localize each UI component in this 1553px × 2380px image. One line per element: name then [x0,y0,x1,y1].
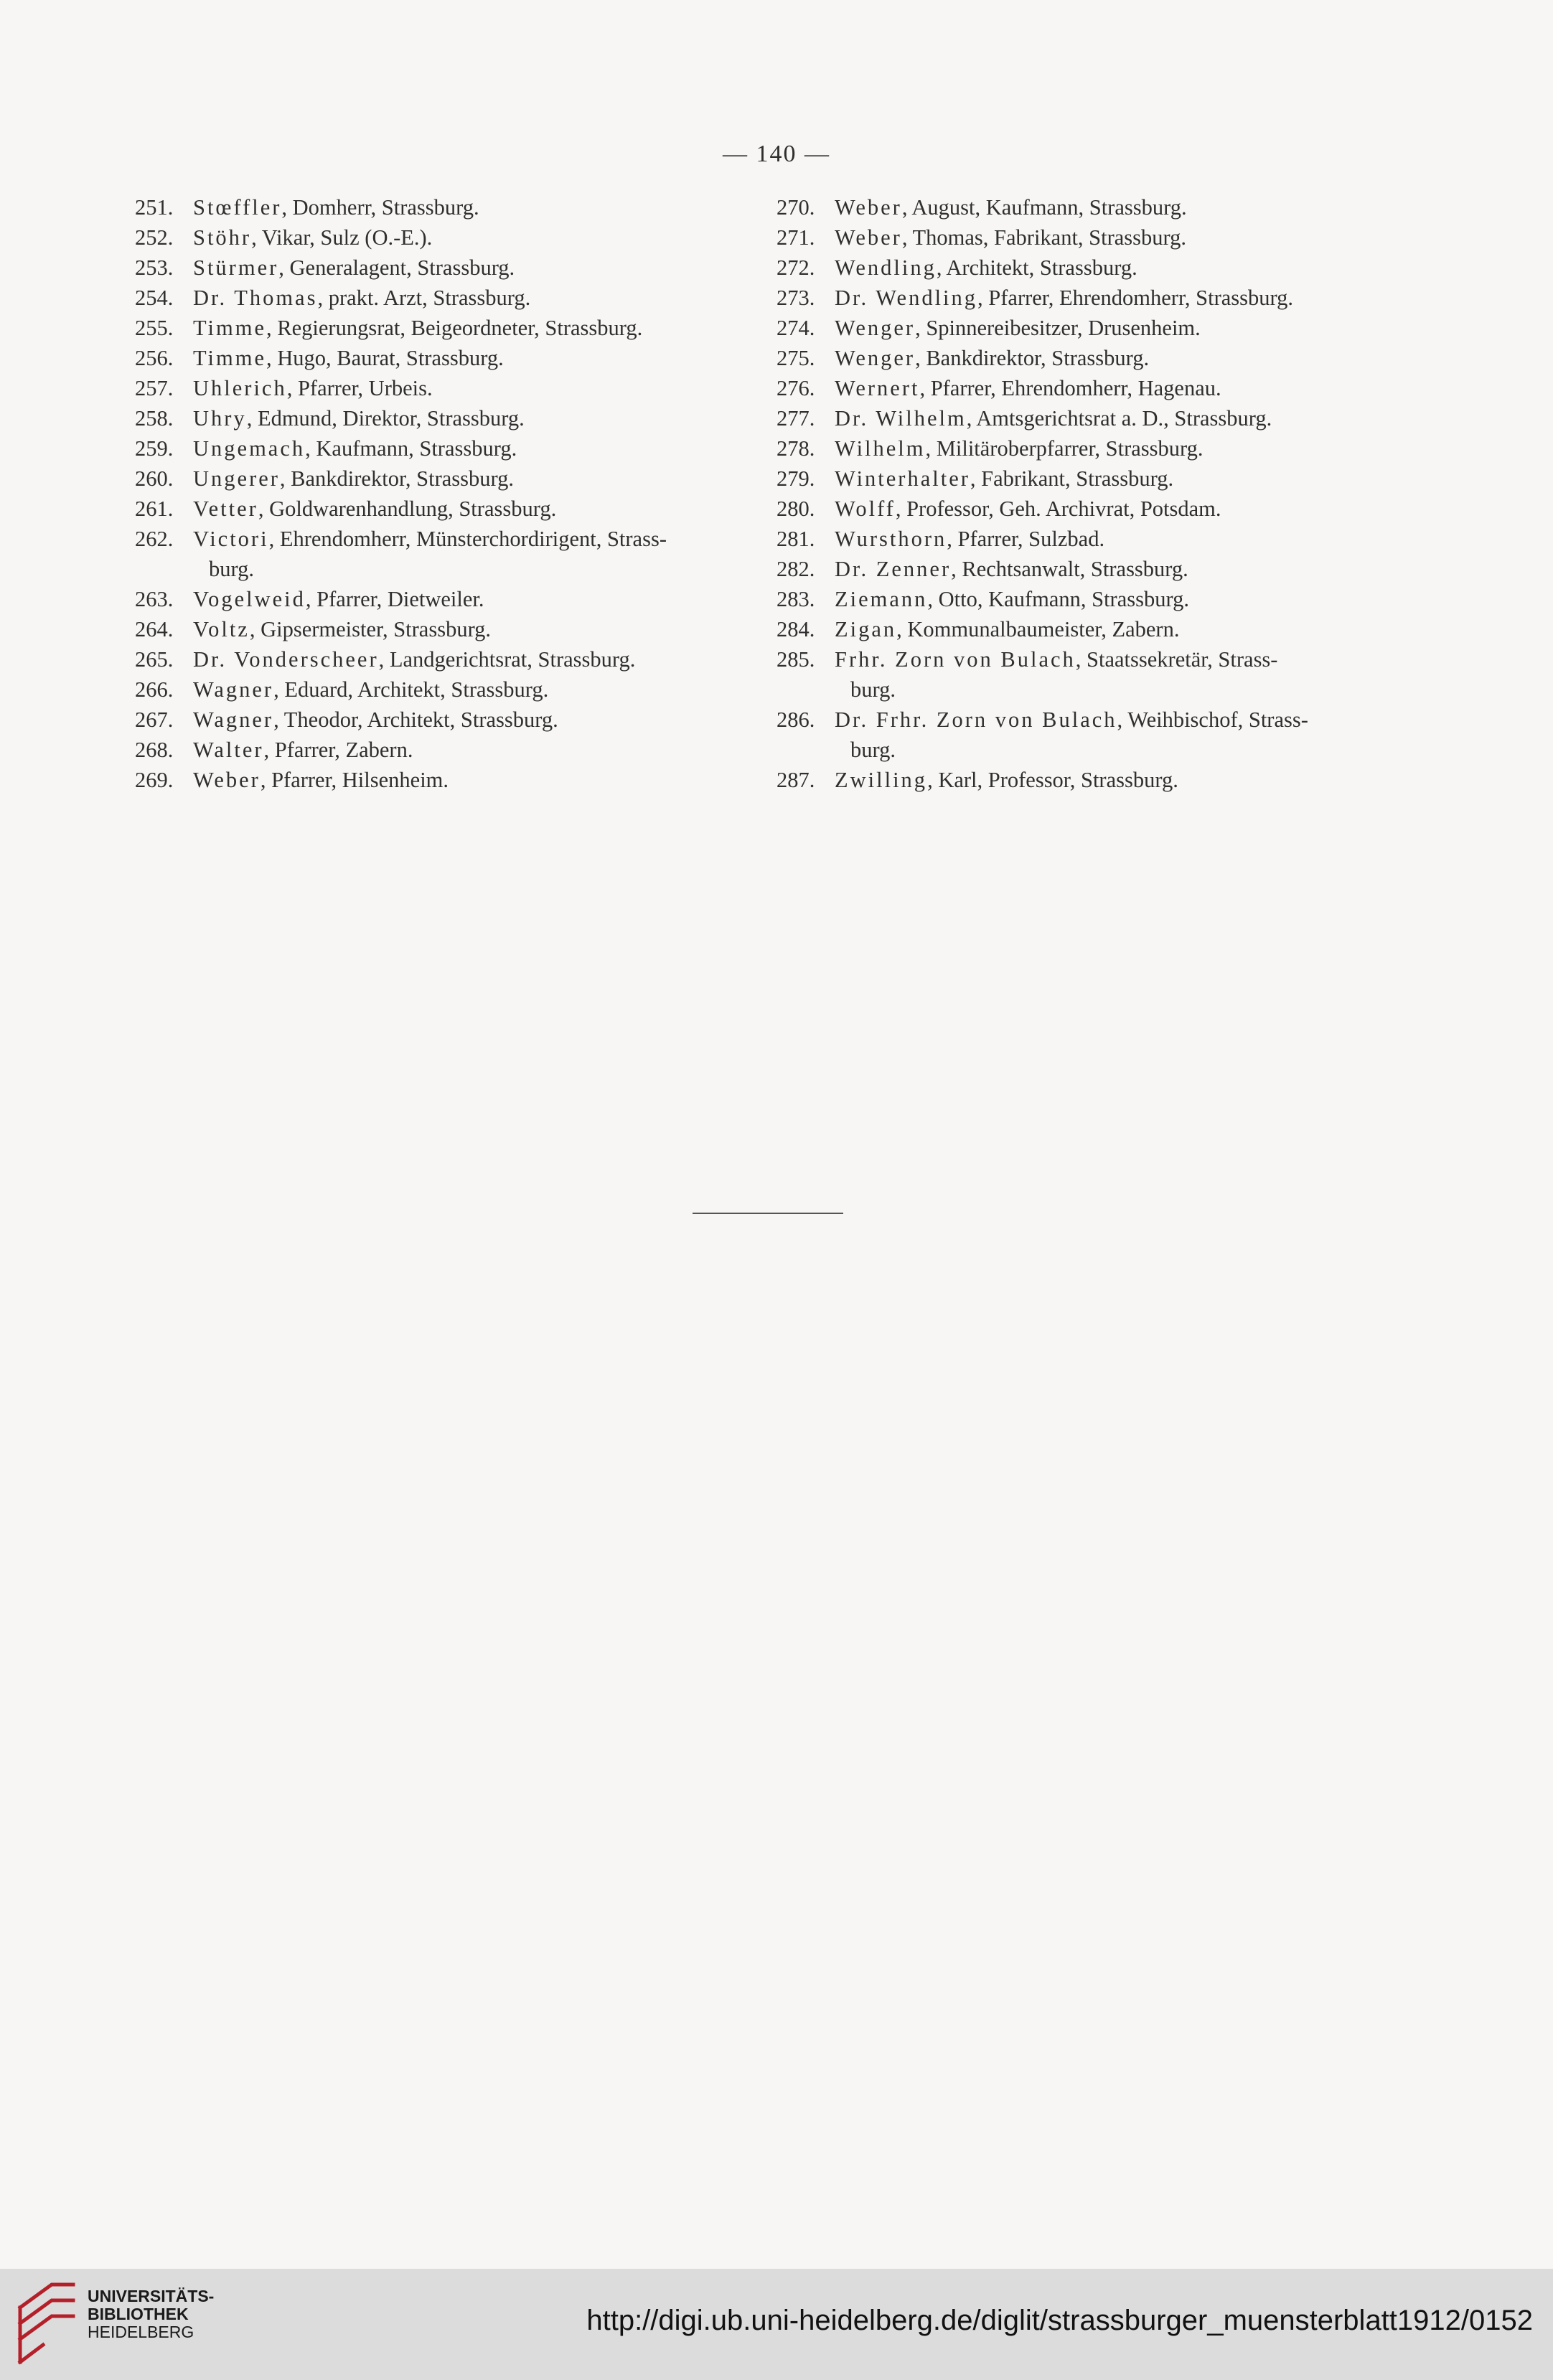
entry-number: 258. [135,406,174,431]
member-details-continued: burg. [850,738,896,762]
entry-number: 280. [776,497,815,521]
entry-text [835,705,1402,765]
member-details: , Pfarrer, Zabern. [263,738,413,762]
member-name: Winterhalter [835,466,970,491]
member-name: Ungemach [193,436,306,461]
entry-text [835,253,1402,283]
entry-number: 264. [135,617,174,641]
member-details: , Theodor, Architekt, Strassburg. [273,707,558,732]
member-details: , Gipsermeister, Strassburg. [249,617,492,641]
member-details: , Pfarrer, Hilsenheim. [260,768,449,792]
entry-number: 272. [776,255,815,280]
source-url-link[interactable]: http://digi.ub.uni-heidelberg.de/diglit/strassburger_muensterblatt1912/0152 [586,2305,1533,2336]
member-name: Timme [193,316,267,340]
member-entry [776,283,1402,313]
member-name: Victori [193,527,269,551]
library-name-line3: HEIDELBERG [88,2323,194,2341]
entry-text [193,283,759,313]
entry-number: 286. [776,707,815,732]
entry-text [193,313,759,343]
member-entry [776,464,1402,494]
member-entry [135,705,759,735]
page-number: — 140 — [723,141,830,167]
entry-text [835,343,1402,373]
member-name: Wernert [835,376,920,400]
entry-text [193,494,759,524]
entry-text [835,433,1402,464]
left-column-list [135,192,759,795]
member-details: , Domherr, Strassburg. [281,195,479,220]
end-divider [693,1213,843,1214]
entry-text [835,644,1402,705]
member-details: , Spinnereibesitzer, Drusenheim. [915,316,1201,340]
member-entry [776,343,1402,373]
entry-text [193,403,759,433]
entry-text [193,192,759,222]
entry-number: 274. [776,316,815,340]
member-details: , Pfarrer, Ehrendomherr, Strassburg. [977,286,1294,310]
member-entry [135,192,759,222]
member-entry [135,644,759,674]
member-name: Wolff [835,497,896,521]
member-name: Wagner [193,677,274,702]
member-entry [776,705,1402,765]
entry-number: 257. [135,376,174,400]
library-name-line2: BIBLIOTHEK [88,2305,189,2323]
member-name: Wenger [835,346,916,370]
entry-text [193,705,759,735]
entry-number: 268. [135,738,174,762]
member-details: , Kommunalbaumeister, Zabern. [896,617,1180,641]
member-details: , Landgerichtsrat, Strassburg. [378,647,636,672]
member-details: , Vikar, Sulz (O.-E.). [251,225,433,250]
member-name: Stöhr [193,225,252,250]
member-name: Timme [193,346,267,370]
member-details: , Fabrikant, Strassburg. [970,466,1174,491]
entry-number: 271. [776,225,815,250]
member-entry [135,222,759,253]
entry-text [193,343,759,373]
entry-text [193,644,759,674]
entry-number: 282. [776,557,815,581]
entry-text [193,373,759,403]
entry-number: 287. [776,768,815,792]
entry-text [835,283,1402,313]
member-details: , Eduard, Architekt, Strassburg. [273,677,549,702]
entry-number: 277. [776,406,815,431]
member-name: Dr. Zenner [835,557,952,581]
member-details: , Generalagent, Strassburg. [278,255,515,280]
entry-number: 266. [135,677,174,702]
entry-number: 256. [135,346,174,370]
member-name: Wursthorn [835,527,947,551]
member-entry [135,584,759,614]
entry-text [835,403,1402,433]
entry-text [193,464,759,494]
member-entry [135,313,759,343]
entry-text [835,524,1402,554]
entry-number: 253. [135,255,174,280]
member-entry [776,253,1402,283]
member-name: Uhlerich [193,376,287,400]
footer-bar [0,2269,1553,2380]
library-name [88,2287,214,2341]
entry-text [835,313,1402,343]
member-entry [135,494,759,524]
member-entry [776,373,1402,403]
member-entry [776,403,1402,433]
member-entry [776,584,1402,614]
member-name: Frhr. Zorn von Bulach [835,647,1076,672]
entry-text [193,222,759,253]
entry-text [193,765,759,795]
member-details: , Militäroberpfarrer, Strassburg. [925,436,1204,461]
university-logo-icon [14,2279,79,2369]
entry-number: 254. [135,286,174,310]
member-entry [135,674,759,705]
member-details: , Rechtsanwalt, Strassburg. [951,557,1188,581]
member-entry [135,524,759,584]
member-details: , Staatssekretär, Strass- [1075,647,1278,672]
member-details: , Pfarrer, Dietweiler. [305,587,484,611]
member-details: , August, Kaufmann, Strassburg. [901,195,1187,220]
member-name: Wilhelm [835,436,926,461]
entry-number: 285. [776,647,815,672]
entry-text [835,614,1402,644]
member-details: , Hugo, Baurat, Strassburg. [266,346,504,370]
entry-text [835,464,1402,494]
entry-number: 275. [776,346,815,370]
member-name: Wendling [835,255,937,280]
entry-number: 284. [776,617,815,641]
entry-text [835,373,1402,403]
member-entry [135,403,759,433]
entry-text [835,494,1402,524]
entry-text [193,253,759,283]
entry-number: 261. [135,497,174,521]
member-entry [135,735,759,765]
entry-text [835,765,1402,795]
entry-text [193,674,759,705]
entry-text [193,614,759,644]
member-details: , Bankdirektor, Strassburg. [915,346,1150,370]
member-details: , Pfarrer, Sulzbad. [947,527,1105,551]
member-entry [135,433,759,464]
member-entry [135,614,759,644]
member-name: Vogelweid [193,587,306,611]
entry-number: 278. [776,436,815,461]
member-name: Dr. Wendling [835,286,978,310]
member-details: , Bankdirektor, Strassburg. [279,466,514,491]
member-details: , Edmund, Direktor, Strassburg. [246,406,525,431]
entry-text [193,735,759,765]
member-entry [776,644,1402,705]
member-name: Walter [193,738,264,762]
member-details: , Architekt, Strassburg. [936,255,1137,280]
entry-number: 252. [135,225,174,250]
member-details-continued: burg. [850,677,896,702]
member-name: Voltz [193,617,250,641]
member-details: , Kaufmann, Strassburg. [305,436,517,461]
member-entry [776,494,1402,524]
entry-text [835,554,1402,584]
member-details: , Pfarrer, Ehrendomherr, Hagenau. [919,376,1221,400]
entry-text [835,222,1402,253]
member-entry [776,524,1402,554]
entry-number: 269. [135,768,174,792]
entry-number: 255. [135,316,174,340]
member-details: , Ehrendomherr, Münsterchordirigent, Strass- [268,527,667,551]
member-name: Dr. Thomas [193,286,318,310]
entry-text [193,584,759,614]
member-entry [776,192,1402,222]
library-name-line1: UNIVERSITÄTS- [88,2287,215,2305]
entry-text [835,192,1402,222]
member-entry [135,283,759,313]
member-entry [135,343,759,373]
member-details: , Amtsgerichtsrat a. D., Strassburg. [966,406,1272,431]
entry-number: 281. [776,527,815,551]
entry-text [193,433,759,464]
member-name: Ziemann [835,587,928,611]
member-details: , Pfarrer, Urbeis. [286,376,433,400]
member-entry [776,554,1402,584]
entry-number: 279. [776,466,815,491]
member-entry [135,464,759,494]
member-entry [135,253,759,283]
entry-number: 262. [135,527,174,551]
member-details: , Thomas, Fabrikant, Strassburg. [901,225,1187,250]
member-details: , prakt. Arzt, Strassburg. [317,286,531,310]
member-name: Dr. Wilhelm [835,406,967,431]
member-name: Wagner [193,707,274,732]
member-details: , Goldwarenhandlung, Strassburg. [258,497,557,521]
member-entry [135,373,759,403]
member-entry [776,313,1402,343]
member-details: , Professor, Geh. Archivrat, Potsdam. [895,497,1221,521]
member-name: Zwilling [835,768,928,792]
member-name: Stœffler [193,195,282,220]
member-name: Weber [193,768,261,792]
entry-text [835,584,1402,614]
entry-number: 260. [135,466,174,491]
entry-number: 259. [135,436,174,461]
member-name: Uhry [193,406,247,431]
member-entry [776,222,1402,253]
member-details: , Weihbischof, Strass- [1117,707,1308,732]
member-entry [776,614,1402,644]
entry-number: 265. [135,647,174,672]
member-name: Weber [835,225,902,250]
member-details-continued: burg. [209,557,254,581]
right-column-list [776,192,1402,795]
entry-number: 270. [776,195,815,220]
entry-number: 263. [135,587,174,611]
member-entry [135,765,759,795]
member-details: , Otto, Kaufmann, Strassburg. [927,587,1189,611]
entry-number: 273. [776,286,815,310]
member-entry [776,765,1402,795]
entry-number: 276. [776,376,815,400]
member-name: Stürmer [193,255,279,280]
member-name: Wenger [835,316,916,340]
entry-text [193,524,759,584]
member-details: , Regierungsrat, Beigeordneter, Strassburg. [266,316,643,340]
member-entry [776,433,1402,464]
member-name: Dr. Vonderscheer [193,647,379,672]
member-name: Ungerer [193,466,280,491]
entry-number: 283. [776,587,815,611]
entry-number: 267. [135,707,174,732]
entry-number: 251. [135,195,174,220]
member-name: Vetter [193,497,258,521]
member-name: Zigan [835,617,897,641]
member-name: Weber [835,195,902,220]
member-name: Dr. Frhr. Zorn von Bulach [835,707,1117,732]
member-details: , Karl, Professor, Strassburg. [927,768,1178,792]
